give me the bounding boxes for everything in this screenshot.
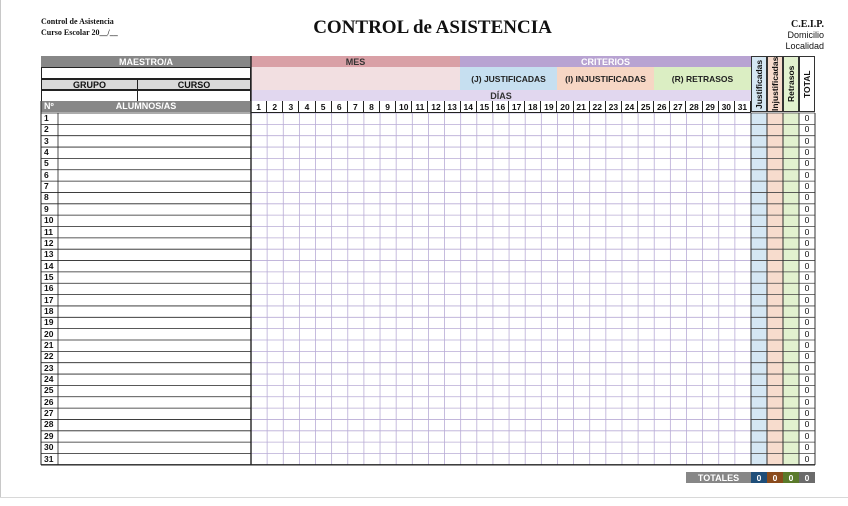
row-number: 13: [44, 249, 54, 260]
page-title: CONTROL de ASISTENCIA: [313, 17, 552, 38]
row-total: 0: [804, 408, 810, 419]
maestro-label: MAESTRO/A: [41, 56, 251, 67]
header-left-line2: Curso Escolar 20__/__: [41, 28, 118, 37]
row-number: 18: [44, 305, 54, 316]
row-total: 0: [804, 419, 810, 430]
day-number: 9: [380, 101, 396, 113]
day-number: 25: [638, 101, 654, 113]
day-number: 26: [654, 101, 670, 113]
day-number: 19: [541, 101, 557, 113]
school-localidad: Localidad: [785, 41, 824, 51]
row-number: 6: [44, 169, 49, 180]
day-number: 24: [622, 101, 638, 113]
row-total: 0: [804, 317, 810, 328]
row-number: 10: [44, 215, 54, 226]
row-number: 25: [44, 385, 54, 396]
row-number: 24: [44, 374, 54, 385]
row-number: 21: [44, 340, 54, 350]
day-number: 21: [574, 101, 590, 113]
day-number: 14: [461, 101, 477, 113]
total-value-1: 0: [751, 472, 767, 483]
row-total: 0: [804, 328, 810, 339]
row-number: 2: [44, 124, 49, 135]
day-number: 17: [509, 101, 525, 113]
day-number: 22: [590, 101, 606, 113]
day-number: 3: [283, 101, 299, 113]
summary-header-4: TOTAL: [799, 56, 815, 112]
row-total: 0: [804, 453, 810, 464]
total-value-2: 0: [767, 472, 783, 483]
summary-header-3: Retrasos: [783, 56, 799, 112]
summary-header-1: Justificadas: [751, 56, 767, 112]
row-number: 26: [44, 396, 54, 407]
day-number: 11: [412, 101, 428, 113]
row-total: 0: [804, 305, 810, 316]
row-total: 0: [804, 158, 810, 169]
row-number: 7: [44, 181, 49, 192]
day-number: 10: [396, 101, 412, 113]
school-domicilio: Domicilio: [787, 30, 824, 40]
row-number: 11: [44, 226, 53, 237]
row-number: 20: [44, 328, 54, 339]
row-number: 19: [44, 317, 54, 328]
curso-label: CURSO: [137, 79, 251, 90]
day-number: 12: [428, 101, 444, 113]
row-number: 14: [44, 260, 54, 271]
row-number: 31: [44, 453, 54, 464]
row-total: 0: [804, 430, 810, 441]
row-number: 8: [44, 192, 49, 203]
day-number: 15: [477, 101, 493, 113]
day-number: 2: [267, 101, 283, 113]
row-number: 1: [44, 113, 49, 123]
row-total: 0: [804, 181, 810, 192]
day-number: 23: [606, 101, 622, 113]
row-total: 0: [804, 260, 810, 271]
row-number: 28: [44, 419, 54, 430]
row-number: 16: [44, 283, 54, 294]
row-number: 15: [44, 271, 54, 282]
header-left-line1: Control de Asistencia: [41, 17, 114, 26]
summary-column-bg: [767, 113, 783, 465]
row-number: 27: [44, 408, 54, 419]
row-number: 30: [44, 442, 54, 453]
total-value-4: 0: [799, 472, 815, 483]
row-number: 12: [44, 237, 54, 248]
row-total: 0: [804, 340, 810, 350]
mes-label: MES: [251, 56, 460, 67]
day-number: 13: [445, 101, 461, 113]
day-number: 18: [525, 101, 541, 113]
row-total: 0: [804, 192, 810, 203]
total-value-3: 0: [783, 472, 799, 483]
row-total: 0: [804, 124, 810, 135]
totales-label: TOTALES: [686, 472, 751, 483]
dias-label: DÍAS: [251, 90, 751, 101]
day-number: 16: [493, 101, 509, 113]
row-total: 0: [804, 135, 810, 146]
day-number: 8: [364, 101, 380, 113]
day-number: 7: [348, 101, 364, 113]
alumnos-label: ALUMNOS/AS: [115, 101, 177, 111]
day-number: 27: [670, 101, 686, 113]
row-total: 0: [804, 203, 810, 214]
row-total: 0: [804, 226, 810, 237]
summary-column-bg: [751, 113, 767, 465]
day-number: 20: [557, 101, 573, 113]
row-number: 23: [44, 362, 54, 373]
numero-label: Nº: [44, 101, 54, 111]
row-total: 0: [804, 249, 810, 260]
row-total: 0: [804, 215, 810, 226]
day-number: 30: [719, 101, 735, 113]
day-number: 31: [735, 101, 751, 113]
row-total: 0: [804, 351, 810, 362]
row-number: 4: [44, 147, 49, 158]
row-total: 0: [804, 442, 810, 453]
criteria-item: (I) INJUSTIFICADAS: [557, 67, 654, 90]
criteria-item: (J) JUSTIFICADAS: [460, 67, 557, 90]
row-total: 0: [804, 147, 810, 158]
row-total: 0: [804, 362, 810, 373]
row-number: 5: [44, 158, 49, 169]
day-number: 1: [251, 101, 267, 113]
day-number: 29: [703, 101, 719, 113]
row-number: 3: [44, 135, 49, 146]
row-number: 17: [44, 294, 54, 305]
row-total: 0: [804, 396, 810, 407]
row-total: 0: [804, 385, 810, 396]
day-number: 28: [686, 101, 702, 113]
row-total: 0: [804, 113, 810, 123]
row-total: 0: [804, 374, 810, 385]
day-number: 4: [299, 101, 315, 113]
row-total: 0: [804, 283, 810, 294]
summary-header-2: Injustificadas: [767, 56, 783, 112]
row-total: 0: [804, 237, 810, 248]
row-total: 0: [804, 169, 810, 180]
row-total: 0: [804, 271, 810, 282]
day-number: 6: [332, 101, 348, 113]
row-number: 22: [44, 351, 54, 362]
criteria-item: (R) RETRASOS: [654, 67, 751, 90]
school-name: C.E.I.P.: [791, 19, 824, 30]
summary-column-bg: [783, 113, 799, 465]
row-number: 29: [44, 430, 54, 441]
row-total: 0: [804, 294, 810, 305]
day-number: 5: [316, 101, 332, 113]
grupo-label: GRUPO: [41, 79, 138, 90]
criterios-label: CRITERIOS: [460, 56, 751, 67]
row-number: 9: [44, 203, 49, 214]
